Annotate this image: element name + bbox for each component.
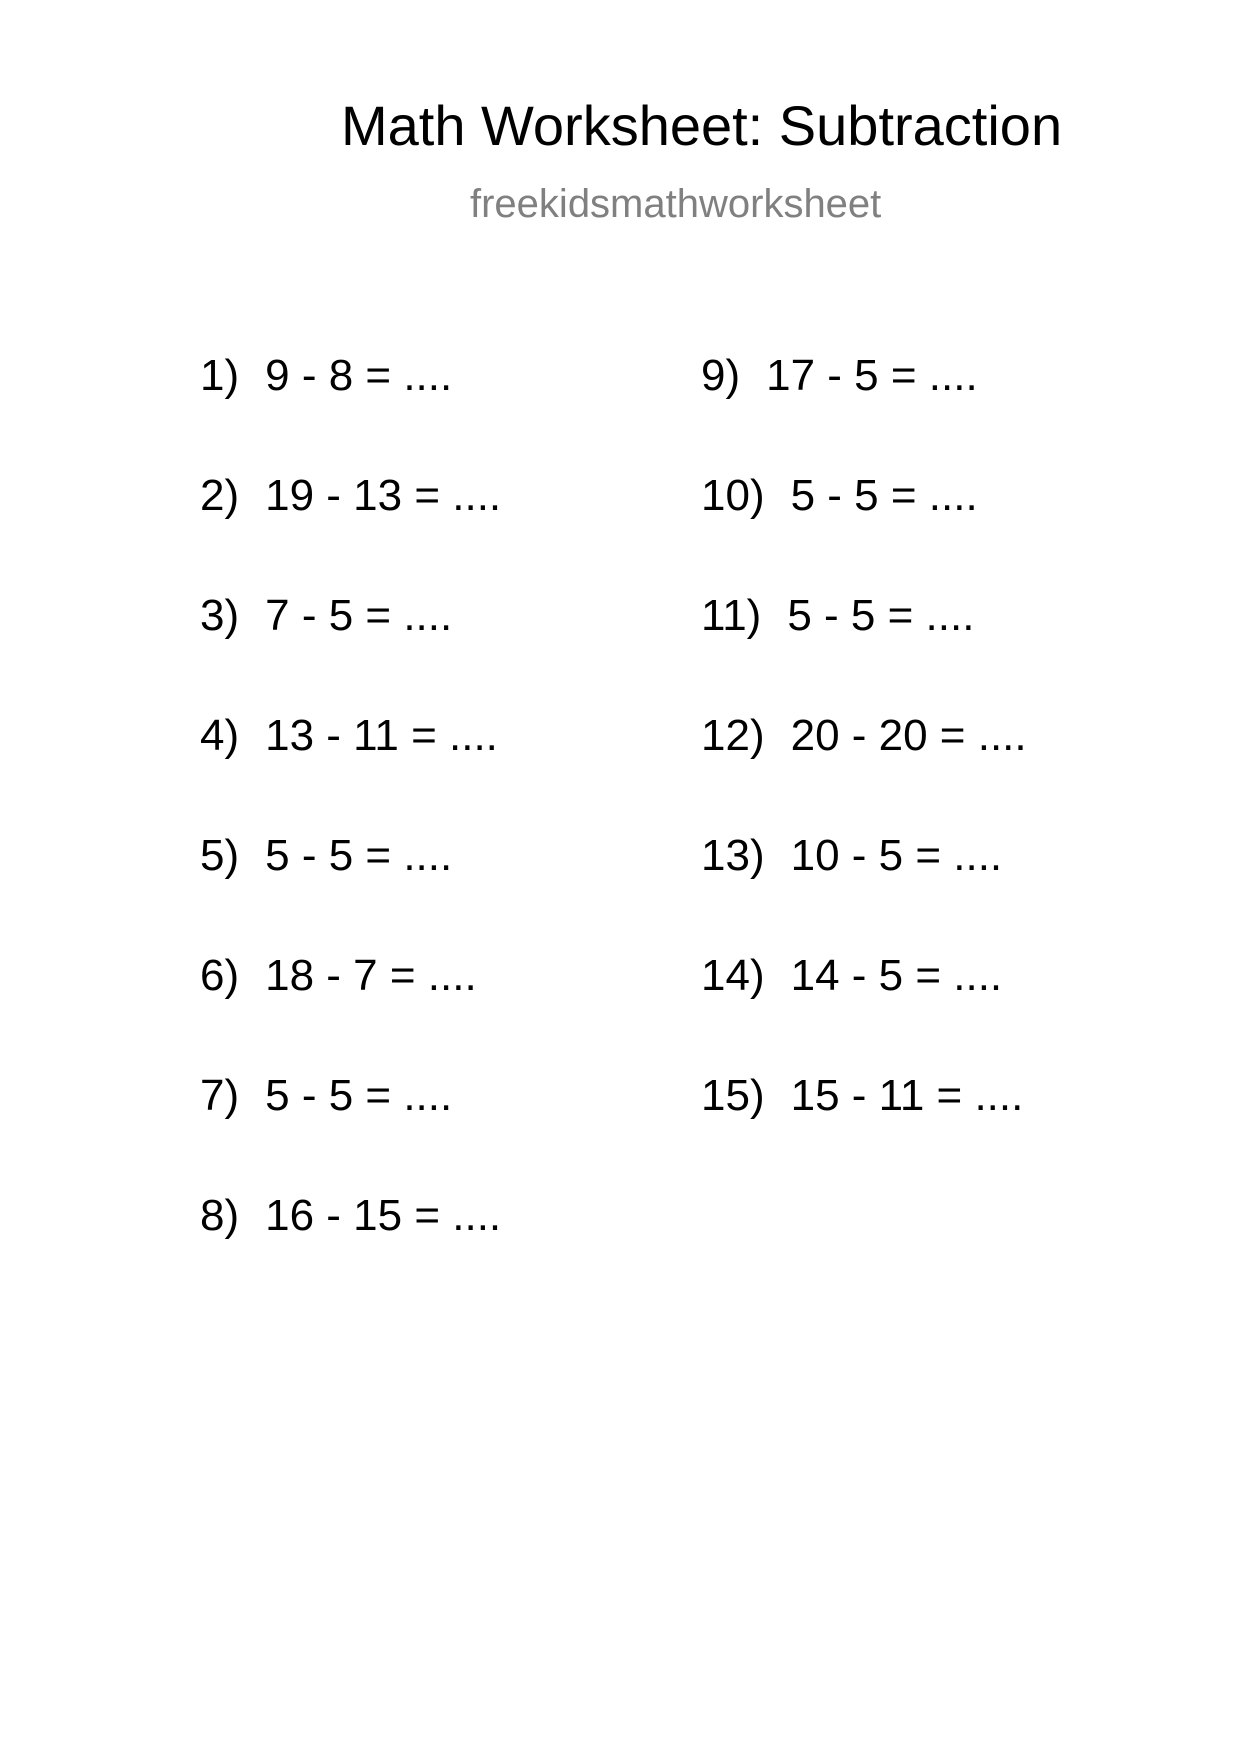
problem-number: 8) (200, 1191, 240, 1240)
problem-expression: 5 - 5 = .... (265, 1071, 453, 1120)
problem-column-left (200, 351, 502, 1314)
problem-2 (200, 471, 502, 594)
problem-number: 2) (200, 471, 240, 520)
problem-3 (200, 591, 501, 714)
problem-expression: 16 - 15 = .... (265, 1191, 502, 1240)
problem-5 (200, 831, 501, 954)
problem-number: 12) (701, 711, 765, 760)
problem-number: 15) (701, 1071, 765, 1120)
problem-expression: 17 - 5 = .... (766, 351, 978, 400)
problem-expression: 10 - 5 = .... (790, 831, 1003, 880)
problem-number: 6) (200, 951, 240, 1000)
problem-14 (701, 951, 1027, 1074)
problem-expression: 15 - 11 = .... (790, 1071, 1024, 1120)
problem-10 (701, 471, 1027, 594)
problem-number: 11) (701, 591, 762, 640)
problem-column-right (701, 351, 1027, 1194)
problem-number: 3) (200, 591, 240, 640)
problem-expression: 5 - 5 = .... (265, 831, 453, 880)
problem-number: 4) (200, 711, 240, 760)
problem-4 (200, 711, 501, 834)
page-title: Math Worksheet: Subtraction (341, 94, 1063, 157)
problem-1 (200, 351, 501, 474)
problem-expression: 5 - 5 = .... (787, 591, 975, 640)
problem-9 (701, 351, 1027, 474)
problem-13 (701, 831, 1027, 954)
problem-expression: 7 - 5 = .... (265, 591, 453, 640)
problem-number: 1) (200, 351, 240, 400)
problem-number: 9) (701, 351, 741, 400)
problem-8 (200, 1191, 502, 1314)
problem-expression: 14 - 5 = .... (790, 951, 1003, 1000)
problem-6 (200, 951, 501, 1074)
problem-number: 7) (200, 1071, 240, 1120)
problem-expression: 13 - 11 = .... (265, 711, 498, 760)
problem-11 (701, 591, 1027, 714)
problem-expression: 18 - 7 = .... (265, 951, 477, 1000)
problem-expression: 9 - 8 = .... (265, 351, 453, 400)
problem-15 (701, 1071, 1027, 1194)
problem-number: 5) (200, 831, 240, 880)
problem-expression: 5 - 5 = .... (790, 471, 978, 520)
problem-number: 14) (701, 951, 765, 1000)
page-subtitle: freekidsmathworksheet (470, 182, 882, 226)
problem-number: 10) (701, 471, 765, 520)
problem-expression: 19 - 13 = .... (265, 471, 502, 520)
problem-12 (701, 711, 1027, 834)
problem-7 (200, 1071, 501, 1194)
problem-number: 13) (701, 831, 765, 880)
problem-expression: 20 - 20 = .... (790, 711, 1027, 760)
